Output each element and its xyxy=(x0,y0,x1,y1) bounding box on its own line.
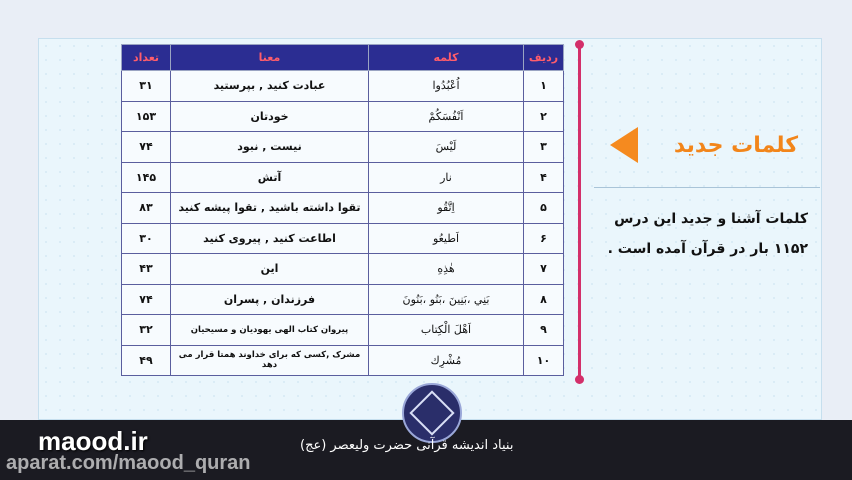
word-cell: نار xyxy=(369,162,524,193)
word-cell: اَهْلَ الْكِتاب xyxy=(369,315,524,346)
count-cell: ۷۴ xyxy=(122,284,171,315)
row-number: ۶ xyxy=(524,223,564,254)
meaning-cell: مشرک ,کسی که برای خداوند همتا قرار می دهد xyxy=(171,345,369,376)
count-cell: ۴۳ xyxy=(122,254,171,285)
meaning-cell: اطاعت کنید , پیروی کنید xyxy=(171,223,369,254)
section-heading: کلمات جدید xyxy=(673,133,798,158)
meaning-cell: پیروان کتاب الهی یهودیان و مسیحیان xyxy=(171,315,369,346)
word-cell: بَنِي ،بَنِينَ ،بَنُو ،بَنُونَ xyxy=(369,284,524,315)
table-row xyxy=(122,315,564,346)
meaning-cell: خودتان xyxy=(171,101,369,132)
table-row xyxy=(122,71,564,102)
table-row xyxy=(122,284,564,315)
count-cell: ۸۳ xyxy=(122,193,171,224)
table-header-row xyxy=(122,45,564,71)
count-cell: ۷۴ xyxy=(122,132,171,163)
heading-underline xyxy=(594,187,820,188)
count-cell: ۳۰ xyxy=(122,223,171,254)
header-word: کلمه xyxy=(369,45,524,71)
watermark-channel: aparat.com/maood_quran xyxy=(6,452,251,474)
meaning-cell: عبادت کنید , بپرستید xyxy=(171,71,369,102)
table-row xyxy=(122,132,564,163)
word-cell: اَطيعُو xyxy=(369,223,524,254)
row-number: ۸ xyxy=(524,284,564,315)
section-divider xyxy=(578,44,581,380)
word-cell: اُعْبُدُوا xyxy=(369,71,524,102)
table-row xyxy=(122,223,564,254)
watermark-site: maood.ir xyxy=(38,426,148,456)
row-number: ۵ xyxy=(524,193,564,224)
row-number: ۱ xyxy=(524,71,564,102)
vocabulary-table xyxy=(121,44,564,376)
header-meaning: معنا xyxy=(171,45,369,71)
table-row xyxy=(122,345,564,376)
count-cell: ۱۵۳ xyxy=(122,101,171,132)
foundation-logo xyxy=(402,383,462,443)
meaning-cell: این xyxy=(171,254,369,285)
row-number: ۳ xyxy=(524,132,564,163)
count-cell: ۱۴۵ xyxy=(122,162,171,193)
meaning-cell: آتش xyxy=(171,162,369,193)
row-number: ۹ xyxy=(524,315,564,346)
count-cell: ۳۱ xyxy=(122,71,171,102)
table-row xyxy=(122,193,564,224)
count-cell: ۴۹ xyxy=(122,345,171,376)
meaning-cell: تقوا داشته باشید , تقوا پیشه کنید xyxy=(171,193,369,224)
word-cell: لَيْسَ xyxy=(369,132,524,163)
row-number: ۷ xyxy=(524,254,564,285)
table-row xyxy=(122,101,564,132)
logo-diamond-icon xyxy=(409,390,454,435)
word-cell: هٰذِهِ xyxy=(369,254,524,285)
meaning-cell: نیست , نبود xyxy=(171,132,369,163)
table-row xyxy=(122,162,564,193)
arrow-left-icon xyxy=(610,127,638,163)
lesson-description: کلمات آشنا و جدید این درس ۱۱۵۲ بار در قرآن آمده است . xyxy=(607,211,808,257)
table-row xyxy=(122,254,564,285)
header-row-number: ردیف xyxy=(524,45,564,71)
word-cell: مُشْرِك xyxy=(369,345,524,376)
row-number: ۴ xyxy=(524,162,564,193)
row-number: ۱۰ xyxy=(524,345,564,376)
foundation-name: بنیاد اندیشه قرآنی حضرت ولیعصر (عج) xyxy=(300,438,514,453)
count-cell: ۳۲ xyxy=(122,315,171,346)
header-count: تعداد xyxy=(122,45,171,71)
word-cell: اَنْفُسَكُمْ xyxy=(369,101,524,132)
row-number: ۲ xyxy=(524,101,564,132)
meaning-cell: فرزندان , پسران xyxy=(171,284,369,315)
word-cell: اِتَّقُو xyxy=(369,193,524,224)
